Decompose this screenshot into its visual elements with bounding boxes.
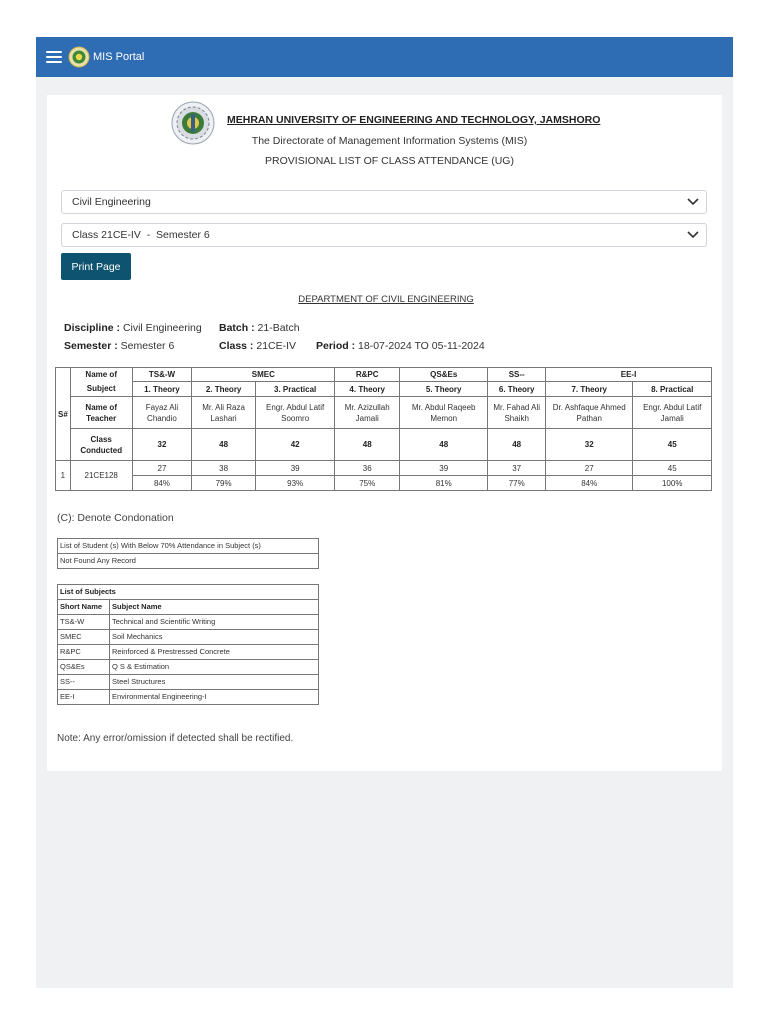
table-row (58, 615, 319, 630)
serial-header: S# (56, 368, 71, 461)
percent-cell: 79% (192, 476, 256, 491)
conducted-cell: 48 (335, 429, 400, 461)
department-select-value: Civil Engineering (72, 196, 151, 208)
teacher-label: Name of Teacher (70, 397, 132, 429)
percent-cell: 84% (546, 476, 633, 491)
top-navbar (36, 37, 733, 77)
attended-cell: 37 (488, 461, 546, 476)
attended-cell: 45 (633, 461, 712, 476)
serial-cell: 1 (56, 461, 71, 491)
teacher-cell: Mr. Fahad Ali Shaikh (488, 397, 546, 429)
subject-header: 1. Theory (132, 382, 192, 397)
subject-header: 5. Theory (400, 382, 488, 397)
subject-header: 4. Theory (335, 382, 400, 397)
subject-label: Subject (70, 382, 132, 397)
short-name-cell: R&PC (58, 645, 110, 660)
group-header: SS-- (488, 368, 546, 382)
group-header: R&PC (335, 368, 400, 382)
department-heading: DEPARTMENT OF CIVIL ENGINEERING (298, 294, 474, 305)
subject-header: 6. Theory (488, 382, 546, 397)
subject-name-cell: Steel Structures (110, 675, 319, 690)
name-of-label: Name of (70, 368, 132, 382)
class-select[interactable] (61, 223, 707, 247)
table-row (56, 461, 712, 476)
menu-icon[interactable] (46, 51, 62, 63)
attended-cell: 39 (400, 461, 488, 476)
print-page-button[interactable]: Print Page (61, 253, 131, 280)
group-header: TS&-W (132, 368, 192, 382)
discipline-label: Discipline : (64, 322, 121, 334)
attended-cell: 39 (255, 461, 334, 476)
report-card (47, 95, 722, 771)
discipline-value: Civil Engineering (122, 322, 202, 334)
percent-cell: 81% (400, 476, 488, 491)
percent-cell: 75% (335, 476, 400, 491)
conducted-cell: 32 (132, 429, 192, 461)
batch-label: Batch : (219, 322, 255, 334)
attended-cell: 36 (335, 461, 400, 476)
report-header (47, 95, 722, 180)
short-name-cell: SMEC (58, 630, 110, 645)
period-value: 18-07-2024 TO 05-11-2024 (358, 340, 485, 352)
attendance-table (55, 367, 712, 491)
teacher-cell: Mr. Ali Raza Lashari (192, 397, 256, 429)
footer-note: Note: Any error/omission if detected shall be rectified. (57, 733, 294, 744)
class-select-value: Class 21CE-IV - Semester 6 (72, 229, 210, 241)
subject-name-header: Subject Name (110, 600, 319, 615)
subject-name-cell: Environmental Engineering-I (110, 690, 319, 705)
table-row (56, 476, 712, 491)
subject-name-cell: Soil Mechanics (110, 630, 319, 645)
discipline-field (64, 322, 202, 334)
teacher-cell: Mr. Abdul Raqeeb Memon (400, 397, 488, 429)
department-select[interactable] (61, 190, 707, 214)
attended-cell: 27 (132, 461, 192, 476)
batch-field (219, 322, 300, 334)
class-value: 21CE-IV (256, 340, 297, 352)
below-70-table (57, 538, 319, 569)
roll-number-cell: 21CE128 (70, 461, 132, 491)
semester-value: Semester 6 (120, 340, 175, 352)
class-label: Class : (219, 340, 254, 352)
batch-value: 21-Batch (257, 322, 300, 334)
conducted-cell: 48 (192, 429, 256, 461)
portal-logo-icon (68, 46, 90, 68)
teacher-cell: Dr. Ashfaque Ahmed Pathan (546, 397, 633, 429)
subject-name-cell: Technical and Scientific Writing (110, 615, 319, 630)
chevron-down-icon (687, 198, 699, 206)
portal-title[interactable]: MIS Portal (93, 51, 145, 63)
condonation-note: (C): Denote Condonation (57, 512, 174, 524)
short-name-cell: QS&Es (58, 660, 110, 675)
table-row (58, 690, 319, 705)
semester-field (64, 340, 174, 352)
percent-cell: 77% (488, 476, 546, 491)
group-header: QS&Es (400, 368, 488, 382)
conducted-cell: 48 (488, 429, 546, 461)
table-row (58, 660, 319, 675)
subject-header: 3. Practical (255, 382, 334, 397)
table-row (58, 645, 319, 660)
table-row (58, 630, 319, 645)
group-header: SMEC (192, 368, 335, 382)
short-name-cell: EE-I (58, 690, 110, 705)
conducted-cell: 32 (546, 429, 633, 461)
directorate-line: The Directorate of Management Information Systems (MIS) (251, 135, 528, 147)
below-70-title: List of Student (s) With Below 70% Attendance in Subject (s) (58, 539, 319, 554)
subject-name-cell: Q S & Estimation (110, 660, 319, 675)
period-field (316, 340, 485, 352)
period-label: Period : (316, 340, 356, 352)
subject-header: 2. Theory (192, 382, 256, 397)
short-name-header: Short Name (58, 600, 110, 615)
teacher-cell: Engr. Abdul Latif Jamali (633, 397, 712, 429)
conducted-cell: 42 (255, 429, 334, 461)
chevron-down-icon (687, 231, 699, 239)
teacher-cell: Fayaz Ali Chandio (132, 397, 192, 429)
subjects-list-title: List of Subjects (58, 585, 319, 600)
subject-name-cell: Reinforced & Prestressed Concrete (110, 645, 319, 660)
short-name-cell: SS-- (58, 675, 110, 690)
group-header: EE-I (546, 368, 712, 382)
attended-cell: 27 (546, 461, 633, 476)
attended-cell: 38 (192, 461, 256, 476)
semester-label: Semester : (64, 340, 118, 352)
class-field (219, 340, 296, 352)
short-name-cell: TS&-W (58, 615, 110, 630)
percent-cell: 93% (255, 476, 334, 491)
report-title: PROVISIONAL LIST OF CLASS ATTENDANCE (UG) (265, 155, 514, 167)
conducted-cell: 45 (633, 429, 712, 461)
teacher-cell: Mr. Azizullah Jamali (335, 397, 400, 429)
subject-header: 8. Practical (633, 382, 712, 397)
conducted-cell: 48 (400, 429, 488, 461)
subjects-list-table (57, 584, 319, 705)
below-70-message: Not Found Any Record (58, 554, 319, 569)
conducted-label: Class Conducted (70, 429, 132, 461)
percent-cell: 100% (633, 476, 712, 491)
subject-header: 7. Theory (546, 382, 633, 397)
table-row (58, 675, 319, 690)
university-name: MEHRAN UNIVERSITY OF ENGINEERING AND TECHNOLOGY, JAMSHORO (227, 114, 601, 126)
percent-cell: 84% (132, 476, 192, 491)
teacher-cell: Engr. Abdul Latif Soomro (255, 397, 334, 429)
